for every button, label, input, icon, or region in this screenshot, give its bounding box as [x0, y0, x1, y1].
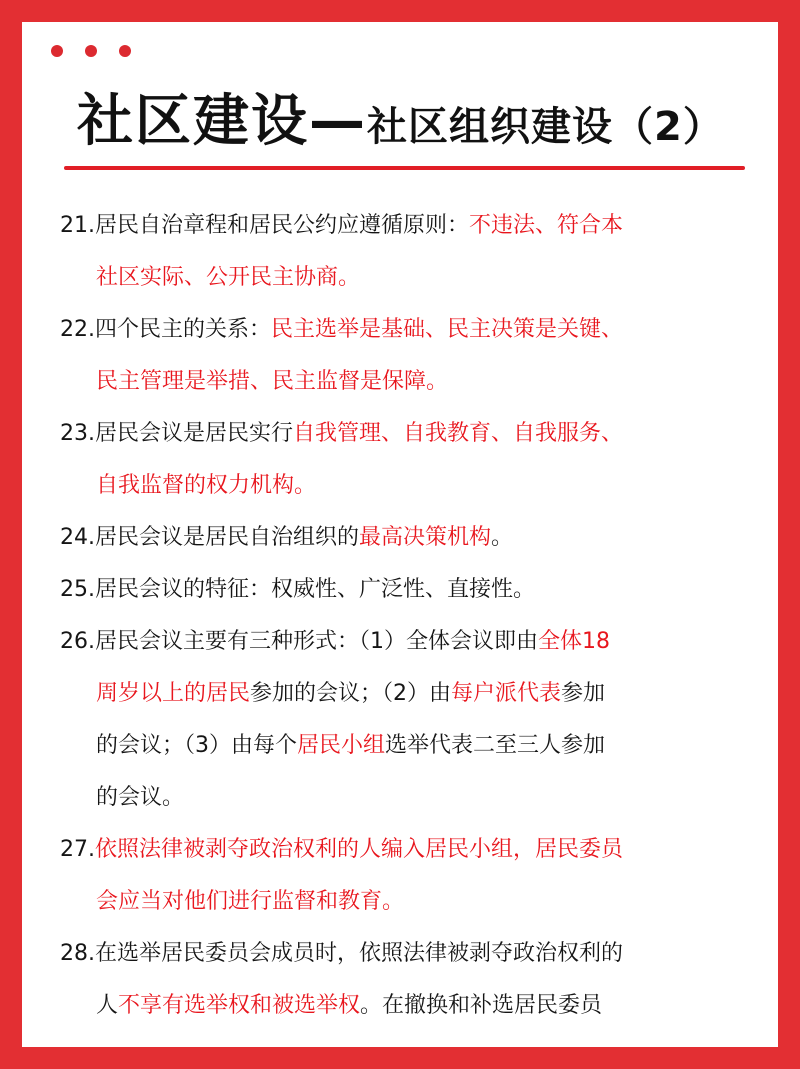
list-item-line [60, 468, 760, 520]
body-text: 在选举居民委员会成员时，依照法律被剥夺政治权利的 [95, 941, 624, 966]
title-main: 社区建设— [77, 89, 367, 154]
body-text: 参加 [561, 681, 606, 706]
list-item-line [60, 676, 760, 728]
item-number: 23. [60, 421, 95, 446]
list-item-line [60, 624, 760, 676]
body-text: 。 [491, 525, 514, 550]
list-item-line [60, 884, 760, 936]
body-text: 的会议；（3）由每个 [96, 733, 297, 758]
body-text: 居民会议是居民自治组织的 [95, 525, 360, 550]
decorative-dots [51, 45, 131, 57]
body-text: 人 [96, 993, 119, 1018]
highlight-text: 周岁以上的居民 [96, 681, 251, 706]
body-text: 居民自治章程和居民公约应遵循原则： [95, 213, 470, 238]
item-number: 25. [60, 577, 95, 602]
list-item-line [60, 832, 760, 884]
highlight-text: 会应当对他们进行监督和教育。 [96, 889, 405, 914]
body-text: 四个民主的关系： [95, 317, 272, 342]
highlight-text: 居民小组 [297, 733, 386, 758]
highlight-text: 自我管理、自我教育、自我服务、 [293, 421, 624, 446]
highlight-text: 全体18 [538, 629, 610, 654]
dot-icon [85, 45, 97, 57]
list-item-line [60, 988, 760, 1040]
highlight-text: 民主选举是基础、民主决策是关键、 [271, 317, 624, 342]
list-item-line [60, 260, 760, 312]
highlight-text: 民主管理是举措、民主监督是保障。 [96, 369, 449, 394]
body-text: 选举代表二至三人参加 [385, 733, 606, 758]
list-item-line [60, 728, 760, 780]
highlight-text: 依照法律被剥夺政治权利的人编入居民小组，居民委员 [95, 837, 624, 862]
title-sub: 社区组织建设（2） [367, 104, 724, 150]
body-text: 居民会议是居民实行 [95, 421, 294, 446]
body-text: 的会议。 [96, 785, 185, 810]
list-item-line [60, 572, 760, 624]
highlight-text: 社区实际、公开民主协商。 [96, 265, 361, 290]
item-number: 24. [60, 525, 95, 550]
list-item-line [60, 312, 760, 364]
list-item-line [60, 208, 760, 260]
list-item-line [60, 416, 760, 468]
dot-icon [119, 45, 131, 57]
item-list [60, 208, 760, 1040]
list-item-line [60, 364, 760, 416]
body-text: 居民会议主要有三种形式：（1）全体会议即由 [95, 629, 538, 654]
item-number: 26. [60, 629, 95, 654]
body-text: 。在撤换和补选居民委员 [360, 993, 603, 1018]
highlight-text: 最高决策机构 [359, 525, 492, 550]
body-text: 参加的会议；（2）由 [250, 681, 452, 706]
highlight-text: 每户派代表 [451, 681, 562, 706]
list-item-line [60, 520, 760, 572]
highlight-text: 不享有选举权和被选举权 [118, 993, 361, 1018]
body-text: 居民会议的特征：权威性、广泛性、直接性。 [95, 577, 536, 602]
item-number: 27. [60, 837, 95, 862]
item-number: 28. [60, 941, 95, 966]
document-page [22, 22, 778, 1047]
page-title [77, 89, 724, 154]
highlight-text: 不违法、符合本 [469, 213, 624, 238]
item-number: 22. [60, 317, 95, 342]
dot-icon [51, 45, 63, 57]
item-number: 21. [60, 213, 95, 238]
title-underline [64, 166, 745, 170]
highlight-text: 自我监督的权力机构。 [96, 473, 317, 498]
list-item-line [60, 936, 760, 988]
list-item-line [60, 780, 760, 832]
